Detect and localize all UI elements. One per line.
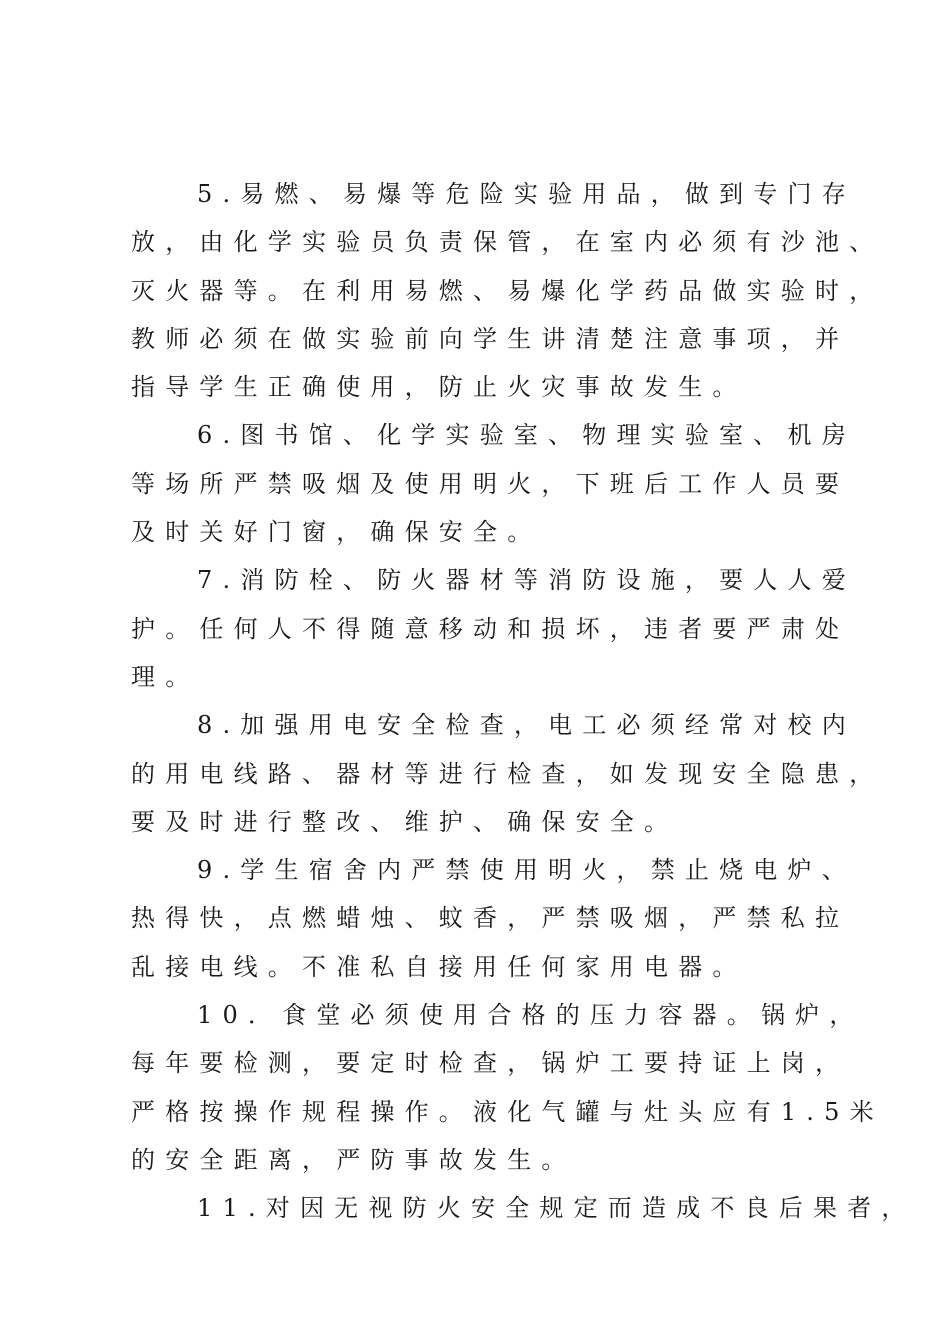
text-line: 7.消防栓、防火器材等消防设施，要人人爱 [197, 566, 856, 595]
paragraph-9 [131, 846, 856, 991]
text-line: 护。任何人不得随意移动和损坏，违者要严肃处 [131, 614, 850, 643]
text-line: 严格按操作规程操作。液化气罐与灶头应有1.5米 [131, 1097, 884, 1126]
paragraph-5 [131, 170, 884, 411]
text-line: 6.图书馆、化学实验室、物理实验室、机房 [197, 421, 856, 450]
text-line: 热得快，点燃蜡烛、蚊香，严禁吸烟，严禁私拉 [131, 904, 850, 933]
text-line: 指导学生正确使用，防止火灾事故发生。 [131, 373, 747, 402]
paragraph-6 [131, 411, 856, 556]
text-line: 灭火器等。在利用易燃、易爆化学药品做实验时， [131, 276, 884, 305]
text-line: 乱接电线。不准私自接用任何家用电器。 [131, 952, 747, 981]
text-line: 每年要检测，要定时检查，锅炉工要持证上岗， [131, 1049, 850, 1078]
text-line: 要及时进行整改、维护、确保安全。 [131, 807, 679, 836]
text-line: 10．食堂必须使用合格的压力容器。锅炉， [197, 1001, 864, 1030]
text-line: 11.对因无视防火安全规定而造成不良后果者， [197, 1194, 916, 1223]
text-line: 的安全距离，严防事故发生。 [131, 1145, 576, 1174]
text-line: 9.学生宿舍内严禁使用明火，禁止烧电炉、 [197, 856, 856, 885]
text-line: 及时关好门窗，确保安全。 [131, 518, 542, 547]
text-line: 放，由化学实验员负责保管，在室内必须有沙池、 [131, 228, 884, 257]
text-line: 5.易燃、易爆等危险实验用品，做到专门存 [197, 180, 856, 208]
text-line: 的用电线路、器材等进行检查，如发现安全隐患， [131, 759, 884, 788]
text-line: 教师必须在做实验前向学生讲清楚注意事项，并 [131, 324, 850, 353]
text-line: 理。 [131, 662, 200, 691]
paragraph-7 [131, 556, 856, 701]
paragraph-8 [131, 701, 884, 846]
paragraph-11 [131, 1184, 916, 1232]
text-line: 8.加强用电安全检查，电工必须经常对校内 [197, 711, 856, 740]
text-line: 等场所严禁吸烟及使用明火，下班后工作人员要 [131, 469, 850, 498]
document-body [131, 170, 916, 1233]
paragraph-10 [131, 991, 884, 1184]
